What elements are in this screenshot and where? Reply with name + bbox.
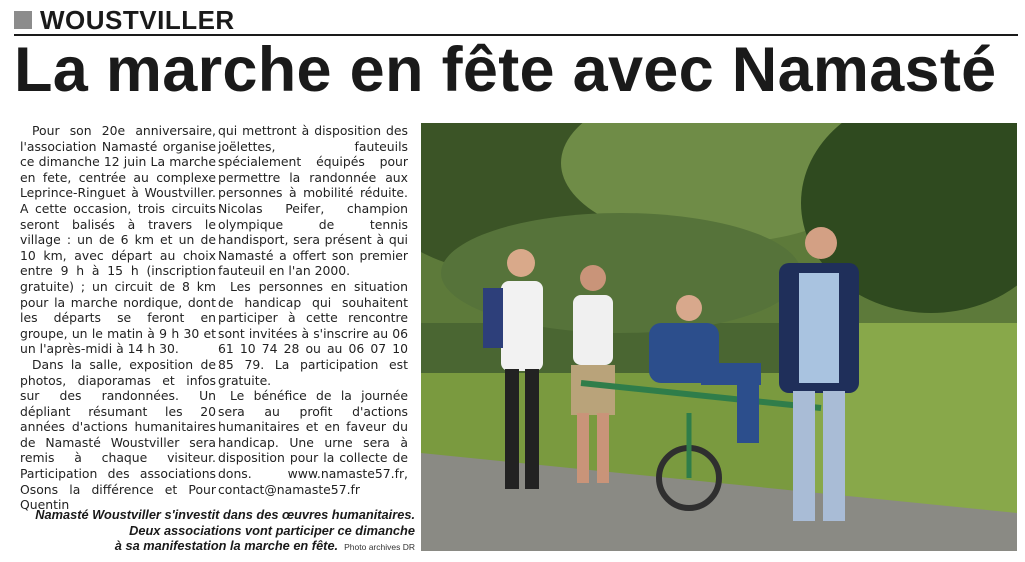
- photo-caption: [20, 507, 415, 556]
- article-paragraph: qui mettront à disposition des joëlettes, fauteuils spécialement équipés pour permettre la randonnée aux personnes à mobilité réduite. Nicolas Peifer, champion olympique de tennis handisport, sera présent à qui Namasté a offert son premier fauteuil en l'an 2000.: [218, 123, 408, 279]
- kicker-square-icon: [14, 11, 32, 29]
- article-column-2: [218, 123, 408, 497]
- photo-illustration: [421, 123, 1017, 551]
- article-column-1: [20, 123, 216, 513]
- photo-credit: Photo archives DR: [344, 542, 415, 553]
- caption-line-with-credit: [20, 538, 415, 556]
- article-paragraph: Pour son 20e anniversaire, l'association Namasté organise ce dimanche 12 juin La marche en fete, centrée au complexe Leprince-Ringuet à Woustviller. A cette occasion, trois circuits seront balisés à travers le village : un de 6 km et un de 10 km, avec départ au choix entre 9 h à 15 h (inscription gratuite) ; un circuit de 8 km pour la marche nordique, dont les départs se feront en groupe, un le matin à 9 h 30 et un l'après-midi à 14 h 30.: [20, 123, 216, 357]
- article-paragraph: Le bénéfice de la journée sera au profit d'actions humanitaires et en faveur du handicap. Une urne sera à disposition pour la collecte de dons. www.namaste57.fr, contact@namaste57.fr: [218, 388, 408, 497]
- article-photo: [421, 123, 1017, 551]
- section-kicker-bar: [14, 5, 1018, 36]
- article-paragraph: Dans la salle, exposition de photos, diaporamas et infos sur des randonnées. Un dépliant résumant les 20 années d'actions humanitaires de Namasté Woustviller sera remis à chaque visiteur. Participation des associations Osons la différence et Pour Quentin: [20, 356, 216, 513]
- article-headline: La marche en fête avec Namasté: [14, 35, 997, 105]
- section-kicker: WOUSTVILLER: [40, 5, 235, 35]
- caption-line: à sa manifestation la marche en fête.: [114, 538, 339, 554]
- article-paragraph: Les personnes en situation de handicap qui souhaitent participer à cette rencontre sont invitées à s'inscrire au 06 61 10 74 28 ou au 06 07 10 85 79. La participation est gratuite.: [218, 278, 408, 388]
- caption-line: Namasté Woustviller s'investit dans des œuvres humanitaires.: [35, 507, 415, 522]
- caption-line: Deux associations vont participer ce dimanche: [129, 522, 415, 538]
